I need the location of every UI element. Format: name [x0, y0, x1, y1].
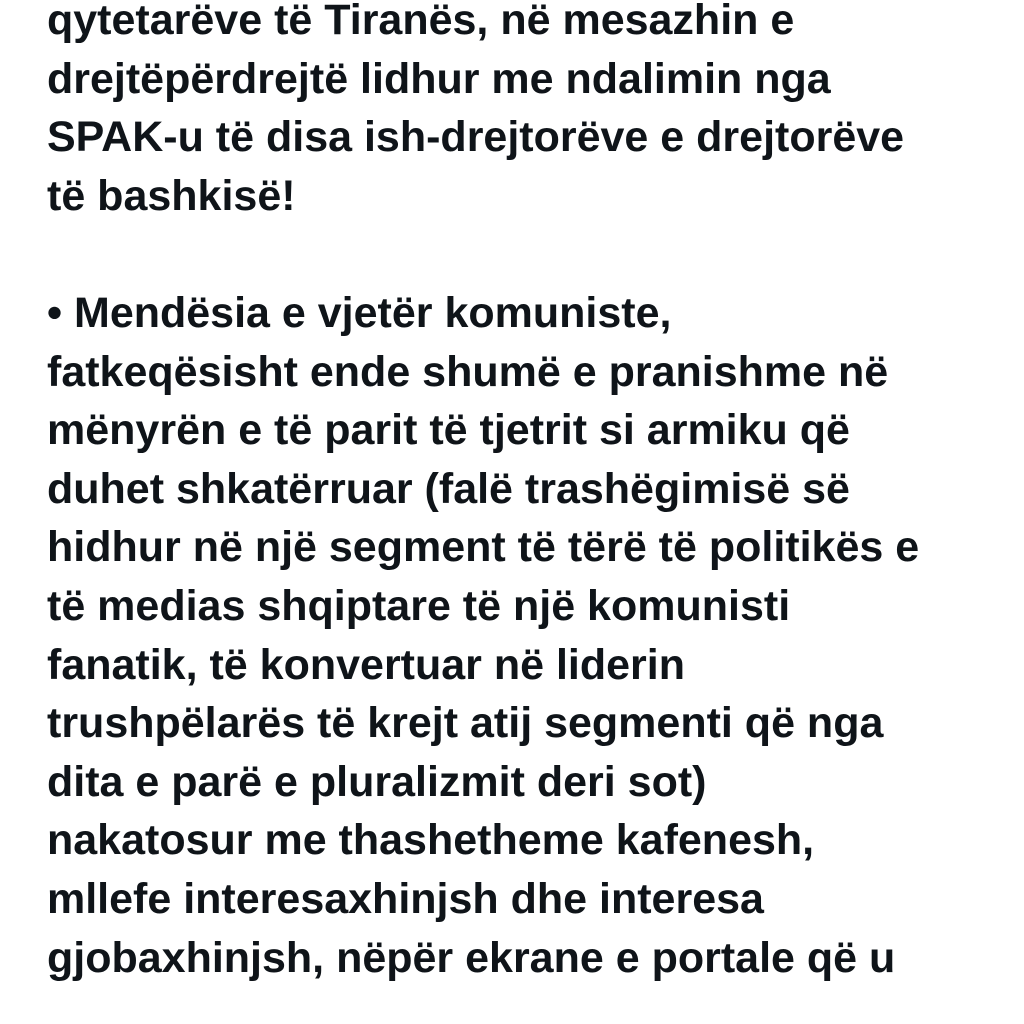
text-line: fanatik, të konvertuar në liderin	[47, 640, 686, 689]
text-line: SPAK-u të disa ish-drejtorëve e drejtorëve	[47, 113, 905, 162]
text-line: mënyrën e të parit të tjetrit si armiku që	[47, 406, 850, 455]
text-line: të medias shqiptare të një komunisti	[47, 581, 791, 630]
bullet-paragraph	[47, 284, 1007, 987]
text-line: • Mendësia e vjetër komuniste,	[47, 288, 672, 337]
text-line: duhet shkatërruar (falë trashëgimisë së	[47, 464, 850, 513]
text-line: trushpëlarës të krejt atij segmenti që nga	[47, 699, 884, 748]
post-text	[47, 0, 1007, 987]
text-line: hidhur në një segment të tërë të politikës e	[47, 523, 920, 572]
text-line: qytetarëve të Tiranës, në mesazhin e	[47, 0, 795, 44]
text-line: nakatosur me thashetheme kafenesh,	[47, 816, 815, 865]
text-line: drejtëpërdrejtë lidhur me ndalimin nga	[47, 54, 831, 103]
paragraph	[47, 0, 1007, 225]
text-line: mllefe interesaxhinjsh dhe interesa	[47, 874, 764, 923]
text-line: gjobaxhinjsh, nëpër ekrane e portale që u	[47, 933, 896, 982]
text-line: dita e parë e pluralizmit deri sot)	[47, 757, 707, 806]
paragraph-gap	[47, 225, 1007, 284]
text-line: fatkeqësisht ende shumë e pranishme në	[47, 347, 889, 396]
text-line: të bashkisë!	[47, 171, 296, 220]
